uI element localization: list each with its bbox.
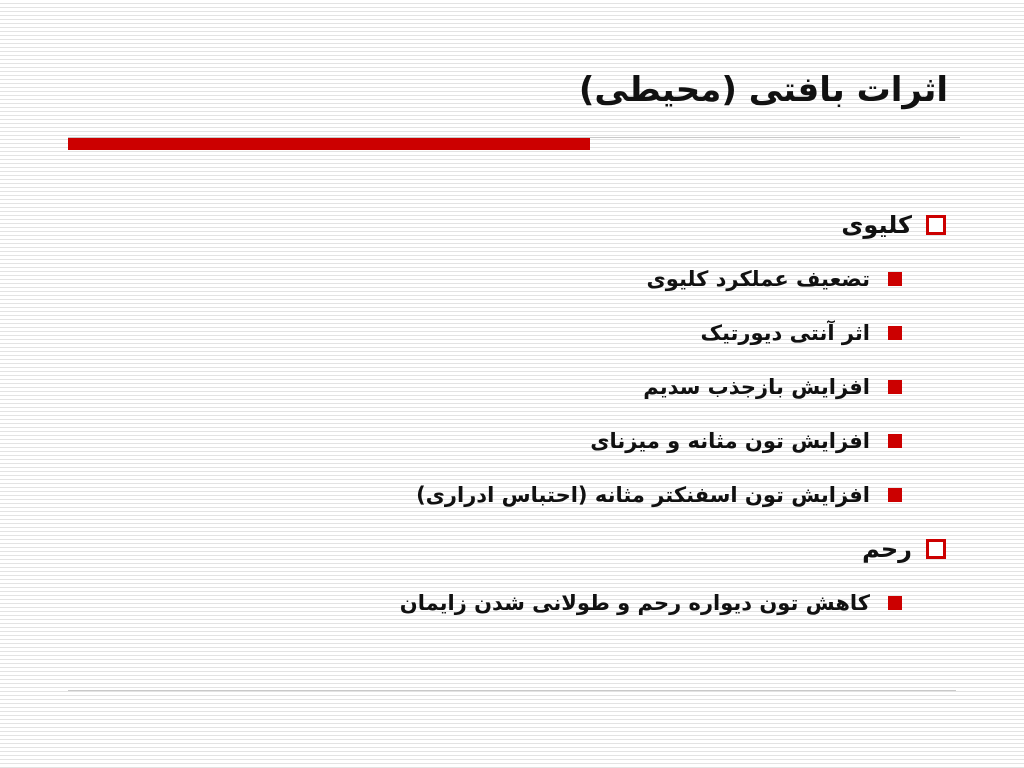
solid-square-bullet-icon [888, 488, 902, 502]
sub-bullet-item [86, 306, 946, 360]
sub-bullet-item [86, 414, 946, 468]
hollow-square-bullet-icon [926, 215, 946, 235]
solid-square-bullet-icon [888, 434, 902, 448]
solid-square-bullet-icon [888, 272, 902, 286]
sub-bullet-text: کاهش تون دیواره رحم و طولانی شدن زایمان [399, 591, 870, 615]
sub-bullet-text: افزایش بازجذب سدیم [643, 375, 870, 399]
sub-bullet-text: افزایش تون مثانه و میزنای [590, 429, 870, 453]
hollow-square-bullet-icon [926, 539, 946, 559]
sub-bullet-text: تضعیف عملکرد کلیوی [646, 267, 870, 291]
slide-title: اثرات بافتی (محیطی) [578, 70, 948, 110]
section-heading-uterus: رحم [862, 535, 912, 563]
section-heading-kidney: کلیوی [841, 211, 912, 239]
sub-bullet-text: افزایش تون اسفنکتر مثانه (احتباس ادراری) [416, 483, 870, 507]
sub-bullet-item [86, 576, 946, 630]
sub-bullet-item [86, 360, 946, 414]
bullet-item-uterus [86, 522, 946, 576]
solid-square-bullet-icon [888, 380, 902, 394]
sub-bullet-item [86, 252, 946, 306]
sub-bullet-item [86, 468, 946, 522]
slide-content [86, 198, 946, 630]
footer-divider [68, 690, 956, 691]
sub-bullet-text: اثر آنتی دیورتیک [700, 321, 870, 345]
solid-square-bullet-icon [888, 596, 902, 610]
title-accent-bar [68, 138, 590, 150]
bullet-item-kidney [86, 198, 946, 252]
solid-square-bullet-icon [888, 326, 902, 340]
